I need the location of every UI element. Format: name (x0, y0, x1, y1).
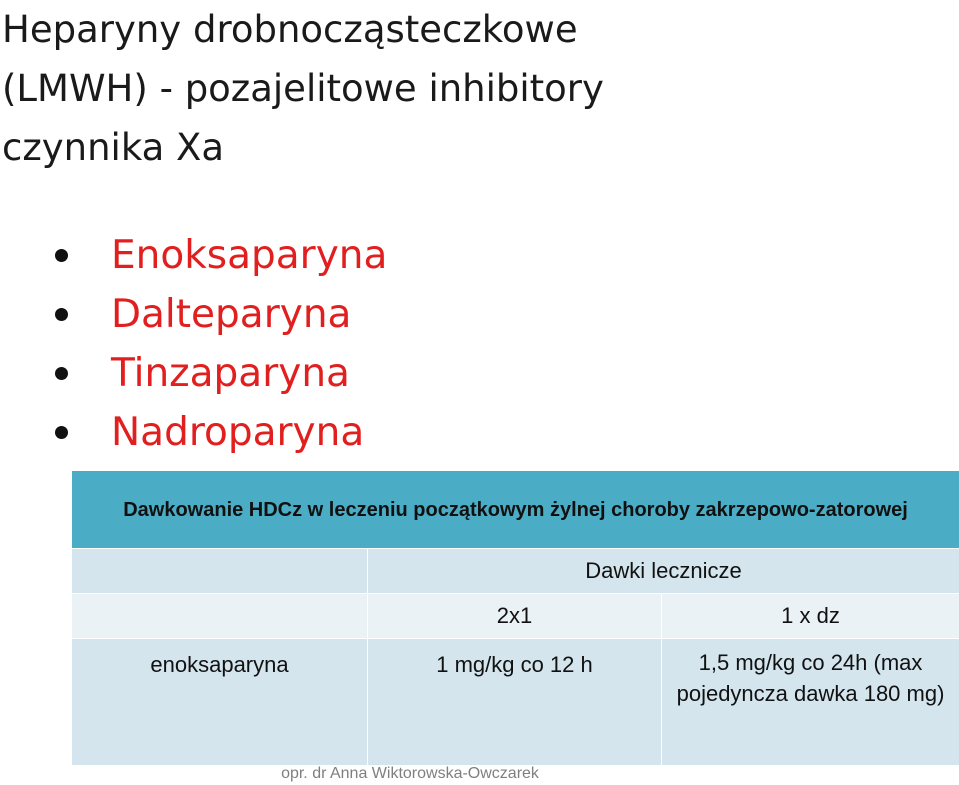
table-cell-empty (72, 549, 368, 594)
table-cell-empty (72, 594, 368, 639)
slide-title-line-1: Heparyny drobnocząsteczkowe (2, 8, 578, 51)
table-cell-drug: enoksaparyna (72, 639, 368, 766)
drug-name: Enoksaparyna (111, 233, 388, 278)
slide-title-line-2: (LMWH) - pozajelitowe inhibitory (2, 67, 604, 110)
drug-name: Tinzaparyna (111, 351, 350, 396)
table-cell-twice-daily: 2x1 (368, 594, 662, 639)
bullet-dot-icon (55, 367, 68, 380)
slide-title-line-3: czynnika Xa (2, 126, 225, 169)
dosage-table-header: Dawkowanie HDCz w leczeniu początkowym żylnej choroby zakrzepowo-zatorowej (72, 471, 959, 549)
table-cell-dose-12h: 1 mg/kg co 12 h (368, 639, 662, 766)
bullet-dot-icon (55, 249, 68, 262)
drug-list-item (55, 285, 387, 344)
drug-list-item (55, 226, 387, 285)
table-cell-once-daily: 1 x dz (662, 594, 959, 639)
table-cell-dose-24h: 1,5 mg/kg co 24h (max pojedyncza dawka 180 mg) (662, 639, 959, 766)
author-footer: opr. dr Anna Wiktorowska-Owczarek (281, 765, 539, 782)
drug-name: Nadroparyna (111, 410, 365, 455)
drug-list-item (55, 344, 387, 403)
bullet-dot-icon (55, 308, 68, 321)
drug-list (55, 226, 387, 462)
bullet-dot-icon (55, 426, 68, 439)
dosage-table (71, 470, 959, 766)
table-cell-dose-group: Dawki lecznicze (368, 549, 959, 594)
drug-list-item (55, 403, 387, 462)
drug-name: Dalteparyna (111, 292, 352, 337)
slide-title (2, 0, 702, 177)
